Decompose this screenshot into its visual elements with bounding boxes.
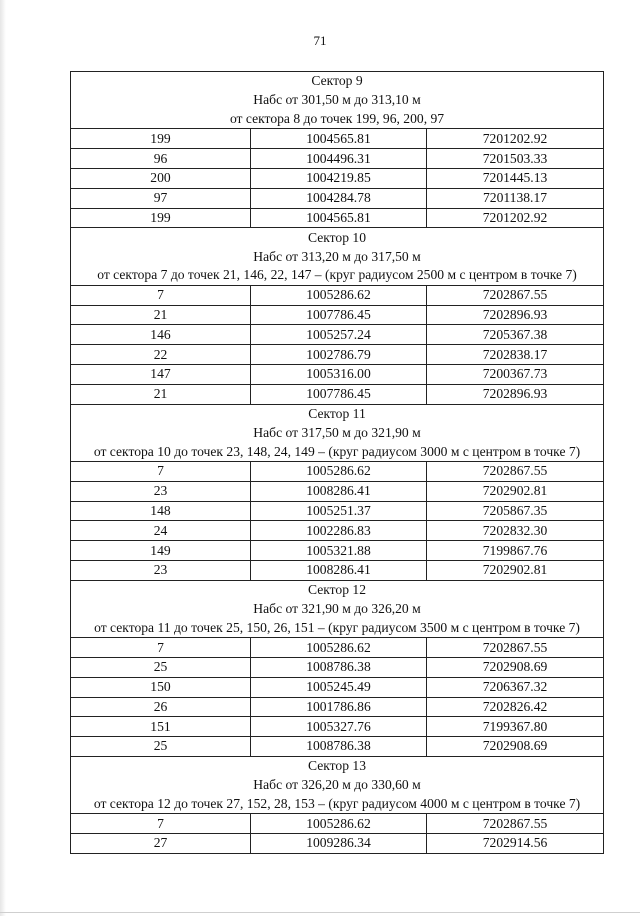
coordinate-x: 1007786.45 (251, 384, 427, 404)
coordinate-y: 7202896.93 (427, 305, 604, 325)
point-number: 23 (71, 560, 251, 580)
coordinate-x: 1008786.38 (251, 657, 427, 677)
sector-description: от сектора 11 до точек 25, 150, 26, 151 – (круг радиусом 3500 м с центром в точке 7) (71, 618, 604, 637)
sector-header-row (71, 228, 604, 247)
coordinate-x: 1004565.81 (251, 208, 427, 228)
point-number: 7 (71, 285, 251, 305)
coordinate-y: 7205867.35 (427, 501, 604, 521)
point-number: 200 (71, 168, 251, 188)
table-row (71, 521, 604, 541)
sector-header-row (71, 404, 604, 423)
point-number: 24 (71, 521, 251, 541)
page-edge (0, 912, 640, 913)
sector-header-row (71, 776, 604, 795)
table-row (71, 481, 604, 501)
point-number: 27 (71, 834, 251, 854)
coordinate-x: 1007786.45 (251, 305, 427, 325)
coordinate-y: 7201202.92 (427, 208, 604, 228)
sector-header-row (71, 618, 604, 637)
coordinate-x: 1004219.85 (251, 168, 427, 188)
point-number: 199 (71, 208, 251, 228)
sector-header-row (71, 423, 604, 442)
point-number: 149 (71, 541, 251, 561)
sector-title: Сектор 12 (71, 580, 604, 599)
coordinate-x: 1005321.88 (251, 541, 427, 561)
point-number: 151 (71, 717, 251, 737)
point-number: 199 (71, 129, 251, 149)
table-row (71, 638, 604, 658)
coordinate-x: 1005316.00 (251, 364, 427, 384)
sector-header-row (71, 442, 604, 461)
sector-title: Сектор 9 (71, 72, 604, 91)
table-row (71, 345, 604, 365)
coordinate-x: 1005251.37 (251, 501, 427, 521)
table-row (71, 285, 604, 305)
coordinate-y: 7202867.55 (427, 461, 604, 481)
sector-description: от сектора 10 до точек 23, 148, 24, 149 – (круг радиусом 3000 м с центром в точке 7) (71, 442, 604, 461)
sector-coordinates-table (70, 71, 604, 854)
point-number: 21 (71, 384, 251, 404)
point-number: 21 (71, 305, 251, 325)
table-row (71, 364, 604, 384)
coordinate-y: 7201202.92 (427, 129, 604, 149)
coordinate-y: 7201445.13 (427, 168, 604, 188)
coordinate-x: 1002786.79 (251, 345, 427, 365)
coordinate-x: 1004284.78 (251, 188, 427, 208)
table-row (71, 697, 604, 717)
coordinate-x: 1001786.86 (251, 697, 427, 717)
table-row (71, 814, 604, 834)
point-number: 7 (71, 461, 251, 481)
coordinate-x: 1004565.81 (251, 129, 427, 149)
sector-header-row (71, 110, 604, 129)
coordinate-y: 7202867.55 (427, 638, 604, 658)
table-row (71, 834, 604, 854)
coordinate-x: 1005286.62 (251, 814, 427, 834)
coordinate-y: 7205367.38 (427, 325, 604, 345)
sector-description: от сектора 7 до точек 21, 146, 22, 147 – (круг радиусом 2500 м с центром в точке 7) (71, 266, 604, 285)
coordinate-x: 1005286.62 (251, 638, 427, 658)
coordinate-y: 7202896.93 (427, 384, 604, 404)
coordinate-y: 7202914.56 (427, 834, 604, 854)
sector-title: Сектор 10 (71, 228, 604, 247)
coordinate-x: 1002286.83 (251, 521, 427, 541)
coordinate-y: 7206367.32 (427, 677, 604, 697)
coordinate-y: 7202902.81 (427, 560, 604, 580)
coordinate-y: 7201503.33 (427, 149, 604, 169)
point-number: 25 (71, 737, 251, 757)
point-number: 147 (71, 364, 251, 384)
table-row (71, 541, 604, 561)
coordinate-x: 1005257.24 (251, 325, 427, 345)
point-number: 150 (71, 677, 251, 697)
table-row (71, 188, 604, 208)
coordinate-y: 7202867.55 (427, 814, 604, 834)
table-row (71, 560, 604, 580)
coordinate-x: 1005286.62 (251, 285, 427, 305)
coordinate-y: 7200367.73 (427, 364, 604, 384)
sector-height-range: Набс от 313,20 м до 317,50 м (71, 247, 604, 266)
sector-header-row (71, 756, 604, 775)
sector-header-row (71, 266, 604, 285)
point-number: 96 (71, 149, 251, 169)
coordinate-y: 7202832.30 (427, 521, 604, 541)
coordinate-y: 7199367.80 (427, 717, 604, 737)
sector-header-row (71, 72, 604, 91)
table-row (71, 501, 604, 521)
table-row (71, 677, 604, 697)
coordinate-y: 7202838.17 (427, 345, 604, 365)
table-row (71, 208, 604, 228)
point-number: 23 (71, 481, 251, 501)
coordinate-y: 7202908.69 (427, 737, 604, 757)
sector-header-row (71, 91, 604, 110)
coordinate-y: 7199867.76 (427, 541, 604, 561)
scan-fold-shadow (0, 0, 6, 916)
table-row (71, 168, 604, 188)
sector-title: Сектор 13 (71, 756, 604, 775)
table-row (71, 461, 604, 481)
coordinate-y: 7202867.55 (427, 285, 604, 305)
sector-header-row (71, 794, 604, 813)
point-number: 26 (71, 697, 251, 717)
table-row (71, 149, 604, 169)
point-number: 148 (71, 501, 251, 521)
coordinate-y: 7201138.17 (427, 188, 604, 208)
table-row (71, 129, 604, 149)
sector-height-range: Набс от 326,20 м до 330,60 м (71, 776, 604, 795)
table-row (71, 737, 604, 757)
coordinate-x: 1005286.62 (251, 461, 427, 481)
sector-height-range: Набс от 321,90 м до 326,20 м (71, 600, 604, 619)
coordinate-y: 7202902.81 (427, 481, 604, 501)
coordinate-x: 1004496.31 (251, 149, 427, 169)
table-row (71, 305, 604, 325)
sector-header-row (71, 580, 604, 599)
coordinate-y: 7202908.69 (427, 657, 604, 677)
coordinate-x: 1008286.41 (251, 560, 427, 580)
sector-height-range: Набс от 317,50 м до 321,90 м (71, 423, 604, 442)
sector-title: Сектор 11 (71, 404, 604, 423)
coordinate-x: 1008286.41 (251, 481, 427, 501)
coordinate-x: 1009286.34 (251, 834, 427, 854)
point-number: 7 (71, 814, 251, 834)
table-row (71, 325, 604, 345)
sector-description: от сектора 12 до точек 27, 152, 28, 153 – (круг радиусом 4000 м с центром в точке 7) (71, 794, 604, 813)
sector-description: от сектора 8 до точек 199, 96, 200, 97 (71, 110, 604, 129)
page-number: 71 (313, 33, 327, 48)
coordinate-x: 1005245.49 (251, 677, 427, 697)
sector-header-row (71, 600, 604, 619)
coordinate-x: 1005327.76 (251, 717, 427, 737)
coordinate-y: 7202826.42 (427, 697, 604, 717)
sector-header-row (71, 247, 604, 266)
point-number: 146 (71, 325, 251, 345)
table-row (71, 384, 604, 404)
point-number: 7 (71, 638, 251, 658)
table-row (71, 657, 604, 677)
table-row (71, 717, 604, 737)
point-number: 22 (71, 345, 251, 365)
table-body (71, 72, 604, 854)
point-number: 25 (71, 657, 251, 677)
sector-height-range: Набс от 301,50 м до 313,10 м (71, 91, 604, 110)
point-number: 97 (71, 188, 251, 208)
coordinate-x: 1008786.38 (251, 737, 427, 757)
